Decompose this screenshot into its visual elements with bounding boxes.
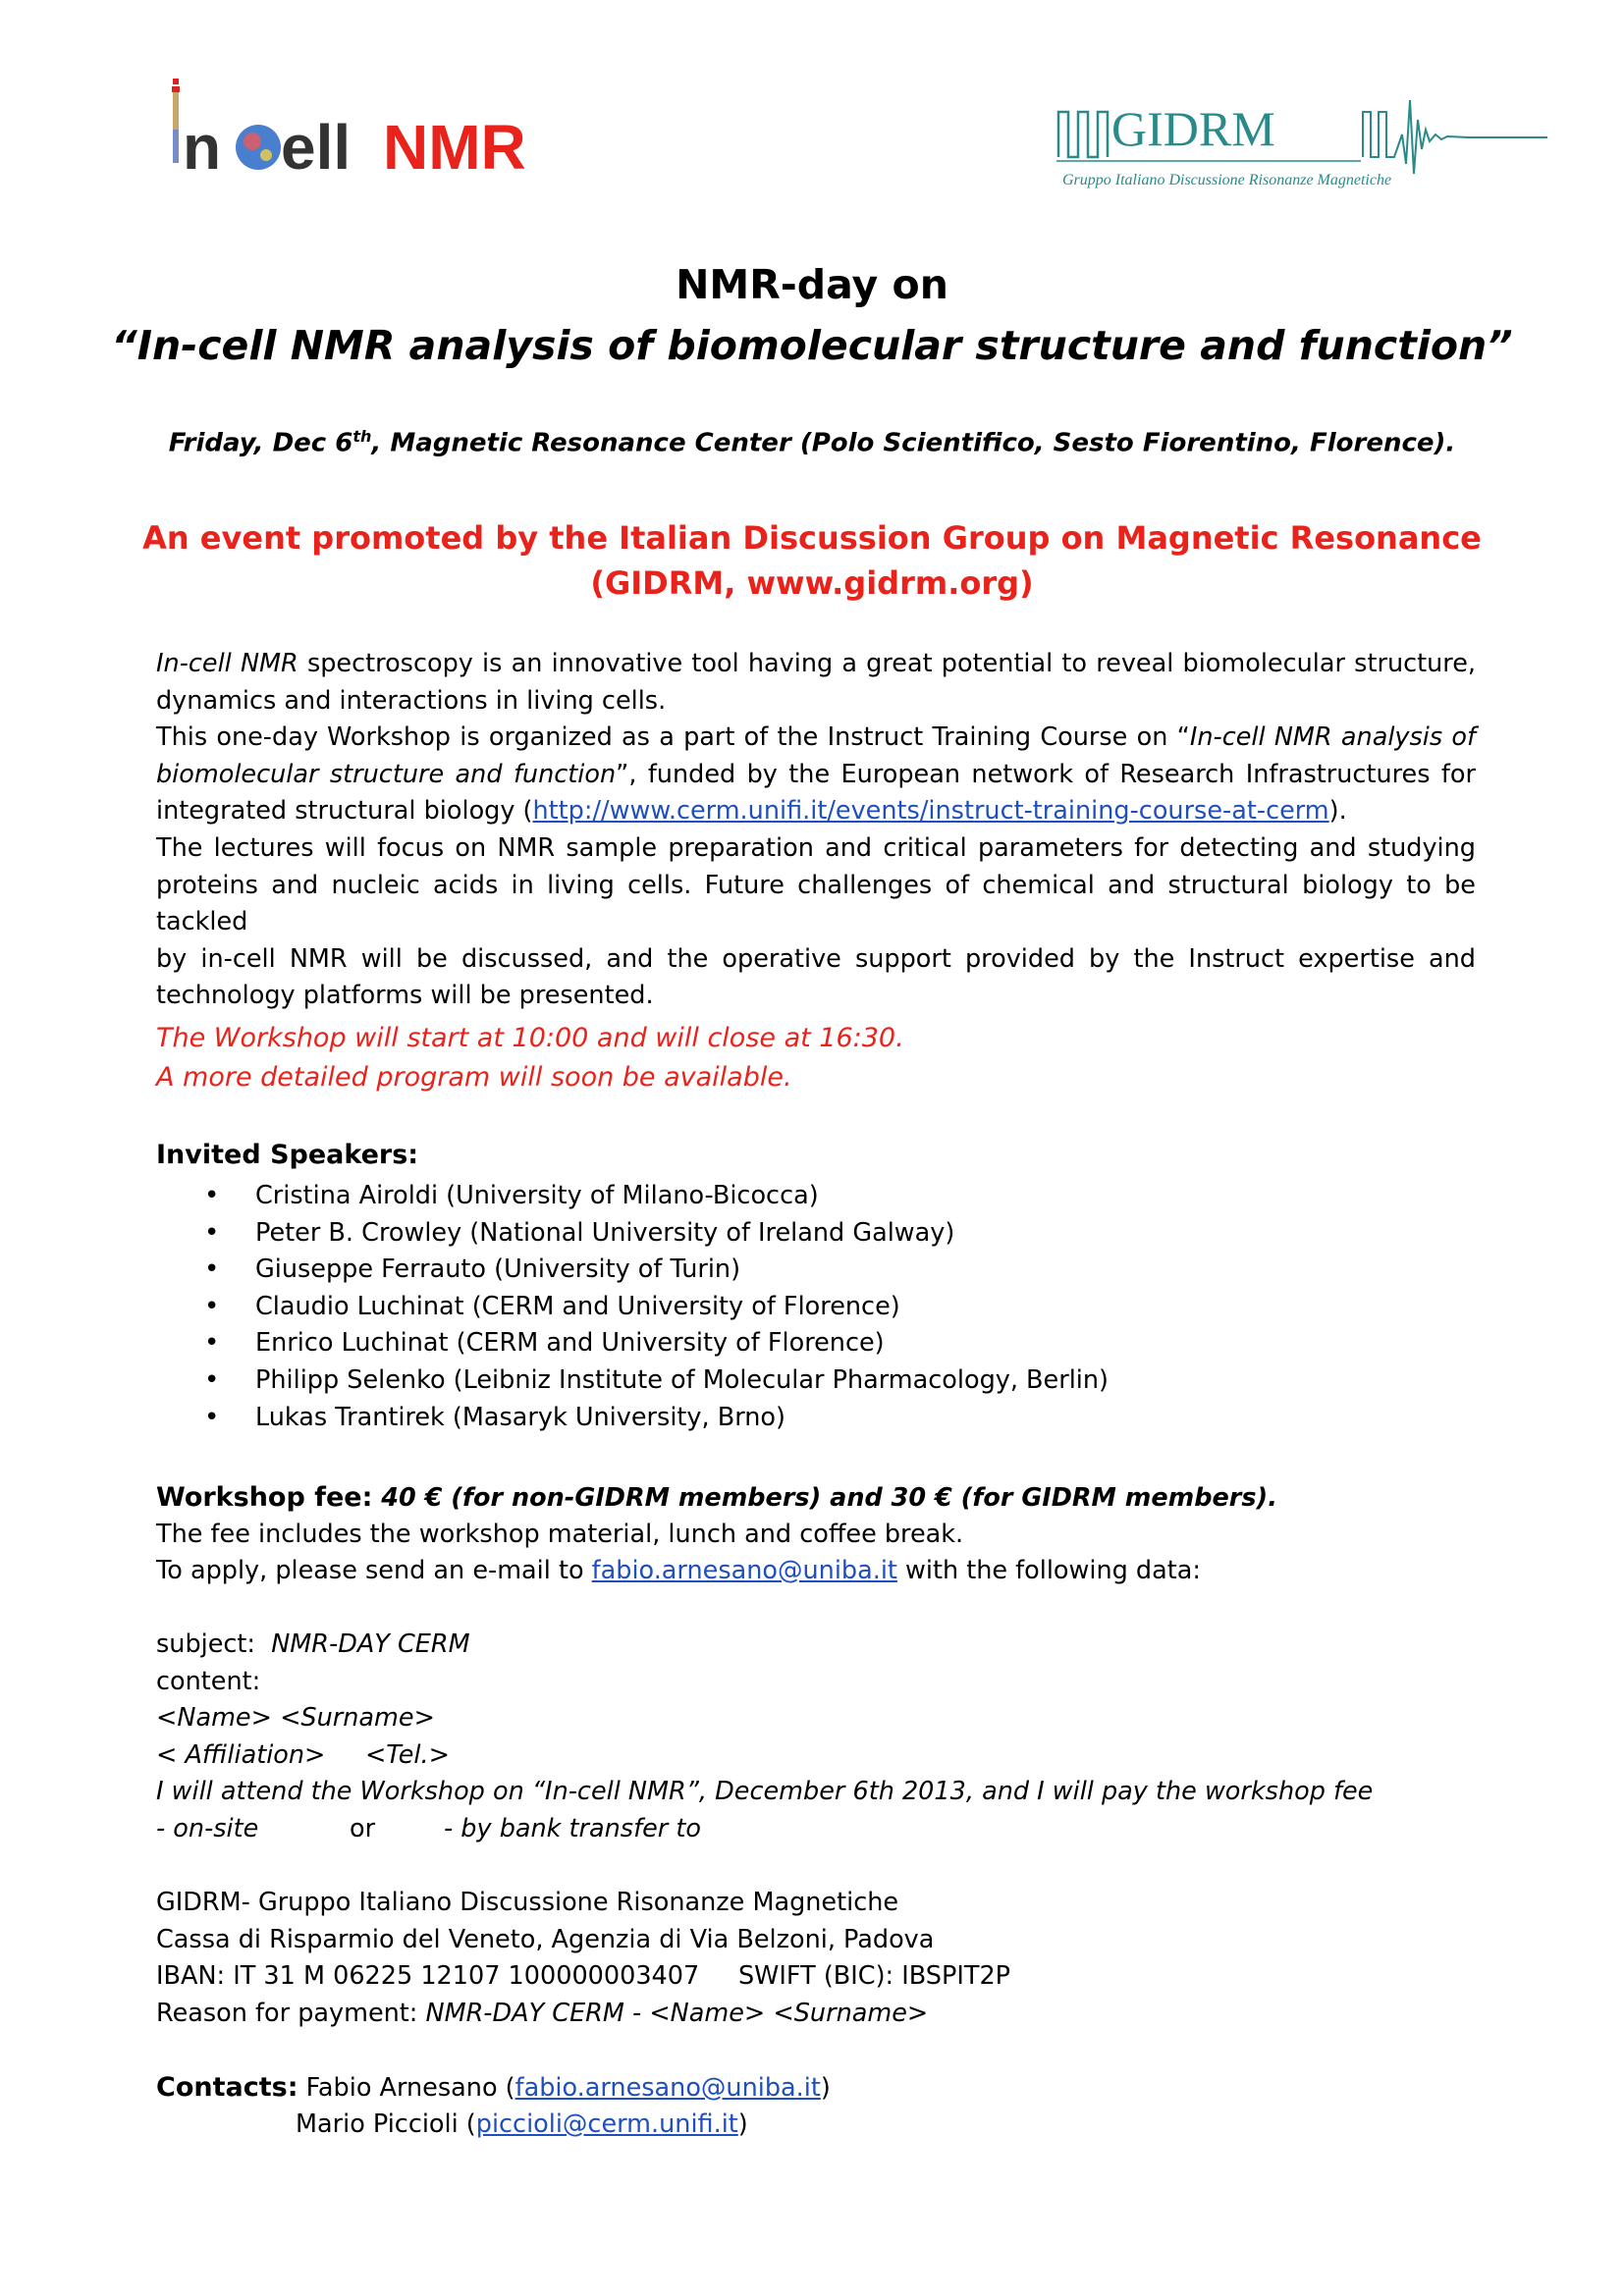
apply-email-link[interactable]: fabio.arnesano@uniba.it bbox=[591, 1556, 897, 1585]
fee-line bbox=[156, 1479, 1277, 1518]
gidrm-name: GIDRM bbox=[1111, 101, 1275, 156]
logo-i-tube-fill bbox=[173, 130, 179, 163]
logo-nmr: NMR bbox=[383, 112, 526, 183]
promo-line-1: An event promoted by the Italian Discussion Group on Magnetic Resonance bbox=[142, 519, 1482, 557]
schedule-line-2: A more detailed program will soon be available. bbox=[156, 1062, 792, 1093]
bank-iban: IBAN: IT 31 M 06225 12107 100000003407 bbox=[156, 1961, 700, 1991]
intro-line bbox=[156, 793, 1476, 830]
fee-label: Workshop fee: bbox=[156, 1482, 373, 1513]
reason-value: NMR-DAY CERM - <Name> <Surname> bbox=[425, 1999, 929, 2028]
logo-n: n bbox=[183, 112, 222, 183]
list-item: • Philipp Selenko (Leibniz Institute of Molecular Pharmacology, Berlin) bbox=[204, 1362, 1109, 1400]
intro-line: by in-cell NMR will be discussed, and the operative support provided by the Instruct expertise and bbox=[156, 943, 1476, 974]
bank-swift: SWIFT (BIC): IBSPIT2P bbox=[738, 1961, 1011, 1991]
contact-paren: ) bbox=[737, 2109, 748, 2139]
gidrm-pulse-left bbox=[1058, 112, 1108, 157]
course-link[interactable]: http://www.cerm.unifi.it/events/instruct-training-course-at-cerm bbox=[532, 796, 1329, 827]
contacts-label: Contacts: bbox=[156, 2072, 298, 2103]
bank-account-name: GIDRM- Gruppo Italiano Discussione Risonanze Magnetiche bbox=[156, 1888, 899, 1917]
list-item: • Lukas Trantirek (Masaryk University, Brno) bbox=[204, 1400, 1109, 1437]
incell-nmr-logo bbox=[165, 71, 558, 198]
gidrm-logo bbox=[1056, 80, 1547, 198]
payment-reason-line bbox=[156, 1996, 928, 2033]
contact-email-link[interactable]: fabio.arnesano@uniba.it bbox=[514, 2073, 821, 2103]
intro-course-title: biomolecular structure and function bbox=[156, 759, 617, 789]
schedule-notice bbox=[156, 1019, 904, 1097]
logo-i-cap bbox=[172, 86, 180, 92]
email-content-label: content: bbox=[156, 1667, 261, 1696]
intro-text: This one-day Workshop is organized as a part of the Instruct Training Course on “ bbox=[156, 722, 1190, 753]
date-location: , Magnetic Resonance Center (Polo Scientifico, Sesto Fiorentino, Florence). bbox=[371, 428, 1456, 458]
list-item: • Cristina Airoldi (University of Milano-Bicocca) bbox=[204, 1178, 1109, 1215]
intro-line bbox=[156, 646, 1476, 683]
contact-paren: ) bbox=[820, 2073, 831, 2103]
contact-email-link[interactable]: piccioli@cerm.unifi.it bbox=[475, 2109, 738, 2139]
intro-line: proteins and nucleic acids in living cells. Future challenges of chemical and structural biology to be tackled bbox=[156, 870, 1476, 937]
contact-name: Fabio Arnesano ( bbox=[298, 2073, 515, 2103]
logo-cell-organelle bbox=[260, 149, 272, 161]
page-subtitle: “In-cell NMR analysis of biomolecular structure and function” bbox=[111, 322, 1513, 369]
apply-line bbox=[156, 1553, 1201, 1590]
intro-incell-term: In-cell NMR bbox=[156, 649, 298, 678]
fee-includes: The fee includes the workshop material, lunch and coffee break. bbox=[156, 1520, 964, 1549]
payment-option-onsite: - on-site bbox=[156, 1814, 259, 1843]
promo-line-2: (GIDRM, www.gidrm.org) bbox=[590, 564, 1034, 602]
intro-line: dynamics and interactions in living cells. bbox=[156, 685, 667, 716]
logo-cell-nucleus bbox=[244, 133, 261, 150]
payment-option-transfer: - by bank transfer to bbox=[444, 1814, 701, 1843]
contact-line-1 bbox=[156, 2069, 831, 2108]
gidrm-subtitle: Gruppo Italiano Discussione Risonanze Magnetiche bbox=[1062, 172, 1392, 188]
bank-name-line: Cassa di Risparmio del Veneto, Agenzia di Via Belzoni, Padova bbox=[156, 1925, 935, 1954]
gidrm-signal-wave-icon bbox=[1363, 100, 1547, 174]
apply-text: with the following data: bbox=[896, 1556, 1201, 1585]
email-subject-line bbox=[156, 1627, 470, 1664]
intro-line: The lectures will focus on NMR sample preparation and critical parameters for detecting and studying bbox=[156, 832, 1476, 863]
payment-or: or bbox=[350, 1814, 376, 1843]
gidrm-logo-graphic bbox=[1056, 80, 1547, 198]
intro-text: spectroscopy is an innovative tool having a great potential to reveal biomolecular structure, bbox=[298, 649, 1477, 678]
logo-i-dot bbox=[173, 79, 179, 84]
contact-line-2 bbox=[296, 2107, 748, 2144]
intro-course-title: In-cell NMR analysis of bbox=[1189, 722, 1476, 753]
list-item: • Giuseppe Ferrauto (University of Turin) bbox=[204, 1252, 1109, 1289]
date-sup: th bbox=[352, 427, 372, 446]
list-item: • Claudio Luchinat (CERM and University of Florence) bbox=[204, 1289, 1109, 1326]
reason-label: Reason for payment: bbox=[156, 1999, 426, 2028]
subject-value: NMR-DAY CERM bbox=[271, 1629, 470, 1659]
incell-logo-graphic bbox=[165, 71, 558, 198]
intro-line: technology platforms will be presented. bbox=[156, 981, 654, 1011]
apply-text: To apply, please send an e-mail to bbox=[156, 1556, 592, 1585]
event-date-line bbox=[0, 427, 1624, 458]
speakers-heading: Invited Speakers: bbox=[156, 1140, 419, 1170]
email-attend-line: I will attend the Workshop on “In-cell NMR”, December 6th 2013, and I will pay the workshop fee bbox=[156, 1777, 1374, 1806]
subject-label: subject: bbox=[156, 1629, 272, 1659]
list-item: • Enrico Luchinat (CERM and University of Florence) bbox=[204, 1325, 1109, 1362]
intro-line bbox=[156, 720, 1476, 757]
email-affiliation-line: < Affiliation> <Tel.> bbox=[156, 1740, 450, 1770]
intro-text: ”, funded by the European network of Research Infrastructures for bbox=[616, 759, 1476, 789]
fee-value: 40 € (for non-GIDRM members) and 30 € (for GIDRM members). bbox=[372, 1483, 1277, 1513]
logo-ell: ell bbox=[281, 112, 352, 183]
schedule-line-1: The Workshop will start at 10:00 and will close at 16:30. bbox=[156, 1023, 904, 1053]
promo-text bbox=[0, 515, 1624, 606]
intro-paragraph bbox=[156, 646, 1476, 1015]
page-title: NMR-day on bbox=[676, 261, 948, 308]
intro-line bbox=[156, 757, 1476, 794]
intro-text: integrated structural biology ( bbox=[156, 796, 533, 827]
date-prefix: Friday, Dec 6 bbox=[168, 428, 353, 458]
intro-text: ). bbox=[1328, 796, 1347, 827]
contact-name: Mario Piccioli ( bbox=[296, 2109, 476, 2139]
speakers-list bbox=[204, 1178, 1109, 1436]
email-name-line: <Name> <Surname> bbox=[156, 1703, 435, 1733]
list-item: • Peter B. Crowley (National University of Ireland Galway) bbox=[204, 1215, 1109, 1253]
